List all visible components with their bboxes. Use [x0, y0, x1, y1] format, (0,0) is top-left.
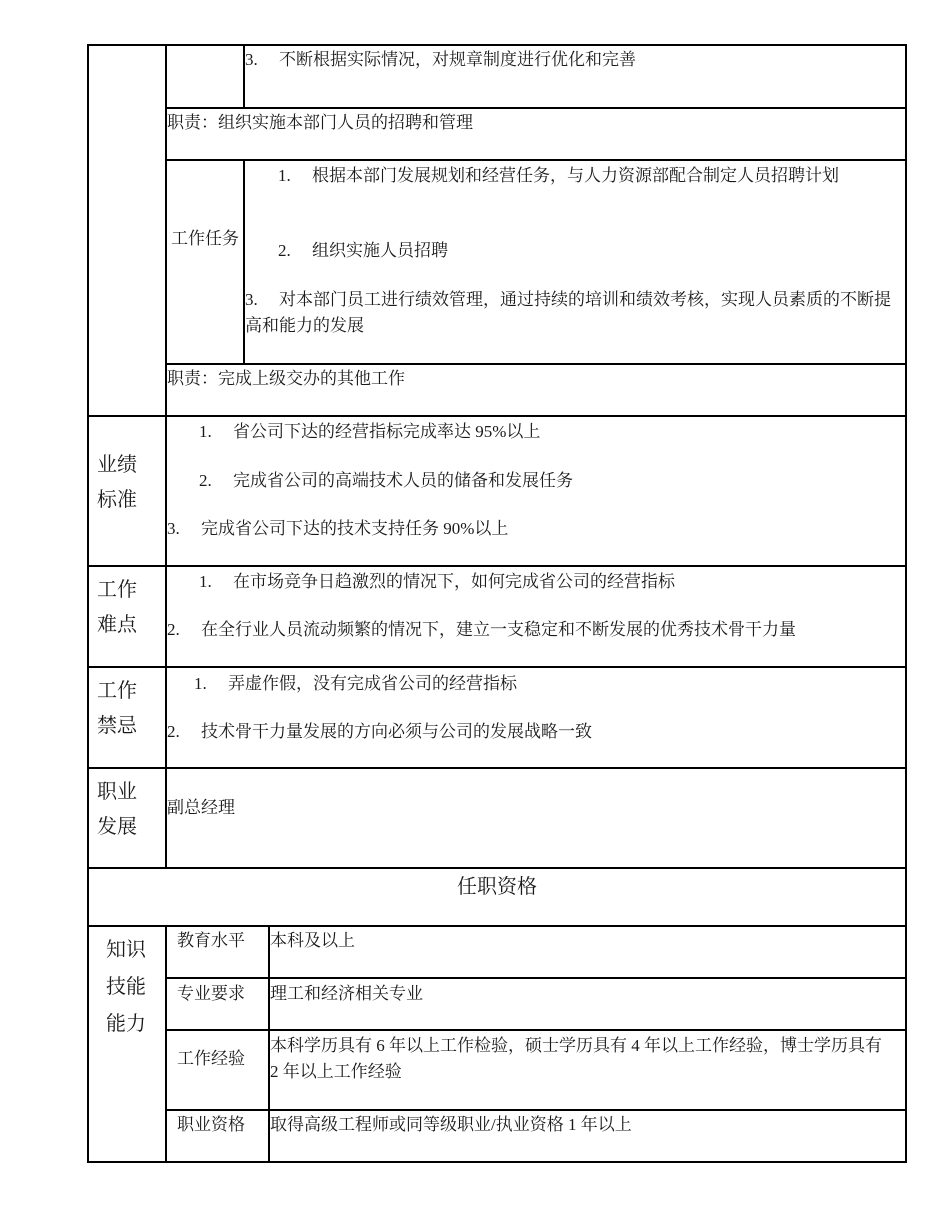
qual-label: 职业资格 — [177, 1115, 245, 1134]
section-label: 工作难点 — [97, 579, 137, 636]
row-divider — [87, 666, 907, 668]
row-divider — [165, 159, 907, 161]
row-divider — [87, 415, 907, 417]
row-divider — [165, 363, 907, 365]
qualification-title: 任职资格 — [457, 876, 537, 898]
row-divider — [87, 565, 907, 567]
row-divider — [165, 977, 907, 979]
duty-title: 职责：组织实施本部门人员的招聘和管理 — [167, 113, 473, 132]
qual-column-divider — [165, 925, 167, 1162]
border-right — [905, 44, 907, 1163]
section-label: 工作禁忌 — [97, 680, 137, 737]
list-item: 1. 在市场竞争日趋激烈的情况下，如何完成省公司的经营指标 — [199, 572, 675, 591]
qual-value: 取得高级工程师或同等级职业/执业资格 1 年以上 — [270, 1115, 632, 1134]
qual-label: 专业要求 — [177, 984, 245, 1003]
border-bottom — [87, 1161, 907, 1163]
task-item: 2. 组织实施人员招聘 — [278, 241, 448, 260]
task-item: 3. 对本部门员工进行绩效管理，通过持续的培训和绩效考核，实现人员素质的不断提高和能力的发展 — [245, 290, 891, 335]
row-divider — [165, 1029, 907, 1031]
list-item: 2. 完成省公司的高端技术人员的储备和发展任务 — [199, 471, 573, 490]
list-item: 3. 完成省公司下达的技术支持任务 90%以上 — [167, 519, 509, 538]
border-top — [87, 44, 907, 46]
career-value: 副总经理 — [167, 798, 235, 817]
border-left — [87, 44, 89, 1163]
list-item: 1. 弄虚作假，没有完成省公司的经营指标 — [194, 674, 517, 693]
list-item: 1. 省公司下达的经营指标完成率达 95%以上 — [199, 422, 541, 441]
qual-value: 理工和经济相关专业 — [270, 984, 423, 1003]
duty-title: 职责：完成上级交办的其他工作 — [167, 369, 405, 388]
row-divider — [87, 767, 907, 769]
task-item: 1. 根据本部门发展规划和经营任务，与人力资源部配合制定人员招聘计划 — [278, 166, 839, 185]
row-divider — [165, 1109, 907, 1111]
row-divider — [87, 925, 907, 927]
list-item: 2. 技术骨干力量发展的方向必须与公司的发展战略一致 — [167, 722, 592, 741]
qual-value: 本科及以上 — [270, 931, 355, 950]
qual-label: 教育水平 — [177, 931, 245, 950]
row-divider — [87, 867, 907, 869]
task-label: 工作任务 — [171, 229, 239, 248]
section-label: 知识技能能力 — [106, 939, 146, 1035]
qual-label: 工作经验 — [177, 1049, 245, 1068]
duty-item: 3. 不断根据实际情况，对规章制度进行优化和完善 — [245, 50, 636, 69]
qual-value: 本科学历具有 6 年以上工作检验，硕士学历具有 4 年以上工作经验，博士学历具有 2 年以上工作经验 — [270, 1036, 882, 1081]
list-item: 2. 在全行业人员流动频繁的情况下，建立一支稳定和不断发展的优秀技术骨干力量 — [167, 620, 796, 639]
section-label: 职业发展 — [97, 781, 137, 838]
section-label: 业绩标准 — [97, 454, 137, 511]
row-divider — [165, 107, 907, 109]
